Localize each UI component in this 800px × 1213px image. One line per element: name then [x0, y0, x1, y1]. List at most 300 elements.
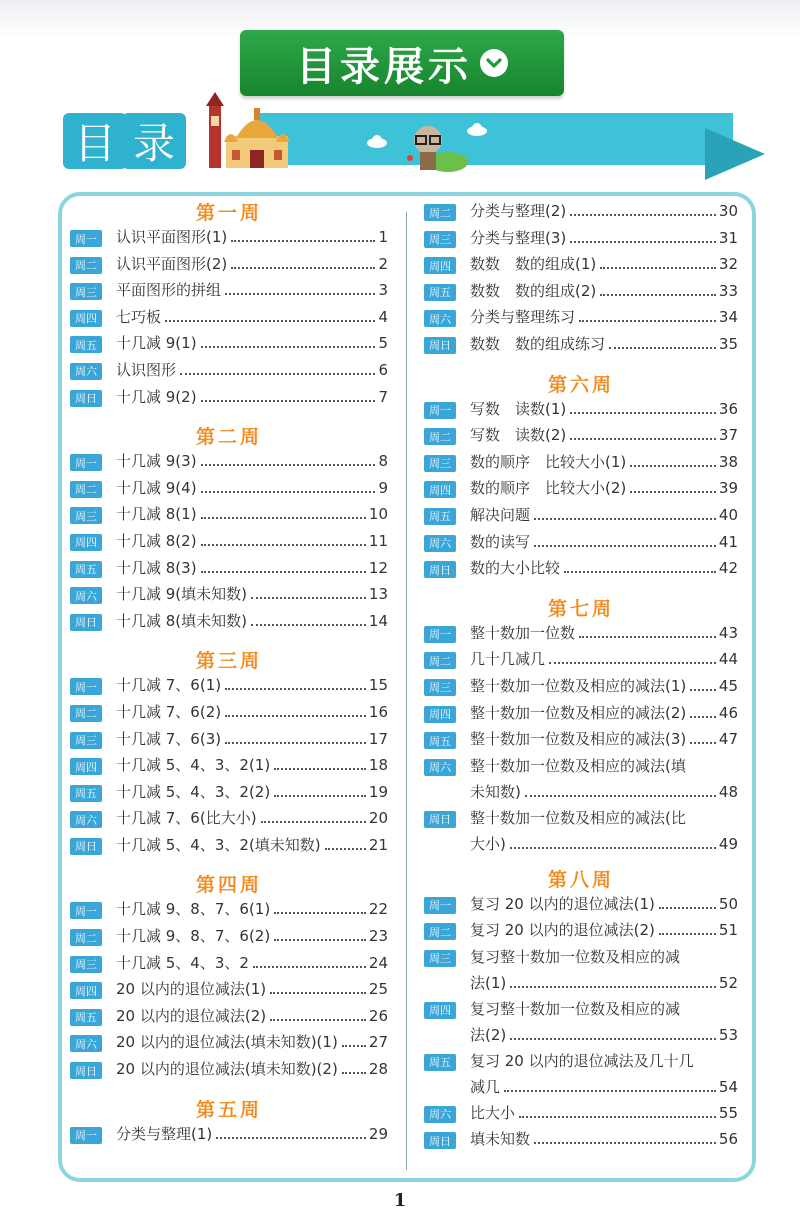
dot-leader	[201, 517, 366, 519]
entry-title: 填未知数	[470, 1130, 531, 1149]
toc-entry-line	[116, 583, 388, 605]
toc-entry-line	[116, 477, 388, 499]
toc-entry-line	[470, 1076, 738, 1098]
dot-leader	[253, 966, 366, 968]
toc-entry[interactable]	[424, 306, 738, 333]
toc-entry-line	[470, 919, 738, 941]
dot-leader	[570, 412, 716, 414]
entry-title: 整十数加一位数及相应的减法(3)	[470, 730, 687, 749]
toc-entry[interactable]	[424, 531, 738, 558]
entry-title: 数的顺序 比较大小(2)	[470, 479, 627, 498]
entry-title: 十几减 5、4、3、2	[116, 953, 249, 972]
toc-entry-line	[116, 386, 388, 408]
dot-leader	[274, 939, 366, 941]
week-heading: 第一周	[195, 202, 262, 224]
dot-leader	[342, 1072, 366, 1074]
entry-title-line1: 复习 20 以内的退位减法及几十几	[470, 1051, 694, 1070]
toc-entry-line	[470, 227, 738, 249]
toc-entry-line	[470, 781, 738, 803]
entry-title: 七巧板	[116, 307, 162, 326]
day-badge: 周六	[70, 811, 102, 828]
entry-page-number: 25	[368, 980, 388, 999]
toc-entry[interactable]	[424, 280, 738, 307]
toc-entry-line	[116, 557, 388, 579]
day-badge: 周三	[424, 679, 456, 696]
day-badge: 周三	[70, 283, 102, 300]
dot-leader	[216, 1137, 366, 1139]
toc-entry-line	[470, 702, 738, 724]
dot-leader	[690, 716, 716, 718]
toc-entry-line	[116, 226, 388, 248]
day-badge: 周四	[424, 481, 456, 498]
entry-page-number: 50	[718, 894, 738, 913]
toc-entry[interactable]	[424, 451, 738, 478]
entry-title: 十几减 7、6(1)	[116, 676, 222, 695]
toc-entry-line	[116, 1005, 388, 1027]
entry-page-number: 10	[368, 505, 388, 524]
castle-illustration	[200, 92, 300, 172]
day-badge: 周六	[70, 1035, 102, 1052]
entry-page-number: 40	[718, 505, 738, 524]
day-badge: 周三	[70, 956, 102, 973]
toc-entry-line	[470, 451, 738, 473]
day-badge: 周五	[424, 508, 456, 525]
toc-entry[interactable]	[424, 728, 738, 755]
page-number: 1	[393, 1190, 407, 1211]
toc-entry[interactable]	[70, 253, 388, 280]
toc-entry-line	[116, 807, 388, 829]
toc-entry-line	[116, 332, 388, 354]
toc-entry[interactable]	[70, 898, 388, 925]
entry-title: 数的顺序 比较大小(1)	[470, 452, 627, 471]
week-heading: 第三周	[195, 650, 262, 673]
toc-entry[interactable]	[70, 386, 388, 413]
entry-title: 十几减 9(填未知数)	[116, 585, 248, 604]
entry-page-number: 46	[718, 703, 738, 722]
entry-title: 十几减 9、8、7、6(1)	[116, 900, 271, 919]
entry-page-number: 9	[378, 478, 388, 497]
entry-page-number: 19	[368, 782, 388, 801]
dot-leader	[570, 214, 716, 216]
entry-title: 20 以内的退位减法(1)	[116, 980, 267, 999]
toc-entry[interactable]	[424, 807, 738, 855]
dot-leader	[504, 1090, 716, 1092]
day-badge: 周四	[70, 982, 102, 999]
toc-entry[interactable]	[424, 755, 738, 803]
toc-entry-line	[470, 424, 738, 446]
entry-page-number: 12	[368, 558, 388, 577]
day-badge: 周四	[70, 758, 102, 775]
entry-page-number: 36	[718, 399, 738, 418]
entry-page-number: 30	[718, 202, 738, 220]
dot-leader	[165, 320, 375, 322]
toc-entry-line	[470, 253, 738, 275]
entry-title: 写数 读数(2)	[470, 426, 567, 445]
entry-page-number: 54	[718, 1077, 738, 1096]
entry-title: 减几	[470, 1077, 501, 1096]
entry-page-number: 43	[718, 623, 738, 642]
day-badge: 周日	[424, 337, 456, 354]
day-badge: 周一	[424, 402, 456, 419]
toc-entry[interactable]	[70, 557, 388, 584]
toc-entry-line	[116, 530, 388, 552]
entry-page-number: 5	[378, 334, 388, 353]
toc-entry-line	[116, 754, 388, 776]
entry-page-number: 7	[378, 387, 388, 406]
toc-entry[interactable]	[70, 610, 388, 637]
entry-title: 十几减 9(1)	[116, 334, 197, 353]
entry-page-number: 1	[378, 228, 388, 246]
toc-entry[interactable]	[70, 306, 388, 333]
day-badge: 周二	[424, 923, 456, 940]
day-badge: 周五	[70, 785, 102, 802]
entry-lines	[470, 755, 738, 803]
dot-leader	[519, 1116, 716, 1118]
toc-entry[interactable]	[424, 919, 738, 946]
day-badge: 周三	[70, 507, 102, 524]
entry-title: 整十数加一位数及相应的减法(2)	[470, 703, 687, 722]
day-badge: 周日	[70, 390, 102, 407]
toc-entry[interactable]	[424, 946, 738, 994]
day-badge: 周一	[70, 454, 102, 471]
toc-entry[interactable]	[424, 998, 738, 1046]
day-badge: 周二	[70, 929, 102, 946]
entry-page-number: 18	[368, 756, 388, 775]
toc-entry[interactable]	[70, 1031, 388, 1058]
entry-title: 认识平面图形(2)	[116, 254, 228, 273]
toc-entry[interactable]	[424, 648, 738, 675]
chevron-down-icon	[480, 49, 508, 77]
week-heading: 第五周	[195, 1098, 262, 1121]
day-badge: 周五	[424, 732, 456, 749]
toc-entry[interactable]	[424, 893, 738, 920]
toc-entry[interactable]	[70, 925, 388, 952]
entry-title: 数数 数的组成练习	[470, 334, 606, 353]
entry-page-number: 34	[718, 308, 738, 327]
toc-entry[interactable]	[424, 1128, 738, 1155]
cloud-icon	[466, 122, 488, 136]
toc-entry[interactable]	[70, 503, 388, 530]
entry-title: 整十数加一位数	[470, 623, 576, 642]
entry-title: 十几减 9(4)	[116, 478, 197, 497]
toc-entry[interactable]	[70, 701, 388, 728]
toc-entry[interactable]	[70, 1123, 388, 1150]
day-badge: 周三	[424, 950, 456, 967]
entry-title-line1: 复习整十数加一位数及相应的减	[470, 947, 681, 966]
toc-entry[interactable]	[424, 557, 738, 584]
toc-entry[interactable]	[70, 834, 388, 861]
entry-page-number: 3	[378, 281, 388, 300]
entry-page-number: 48	[718, 782, 738, 801]
toc-entry-line	[116, 952, 388, 974]
day-badge: 周日	[70, 1062, 102, 1079]
entry-title: 十几减 8(3)	[116, 558, 197, 577]
dot-leader	[525, 795, 716, 797]
dot-leader	[201, 464, 376, 466]
entry-title: 法(1)	[470, 973, 507, 992]
entry-page-number: 24	[368, 953, 388, 972]
dot-leader	[201, 544, 366, 546]
catalog-display-button[interactable]	[240, 30, 564, 96]
toc-entry-line	[116, 978, 388, 1000]
dot-leader	[510, 847, 716, 849]
entry-page-number: 2	[378, 254, 388, 273]
day-badge: 周一	[70, 902, 102, 919]
entry-title: 认识平面图形(1)	[116, 228, 228, 246]
day-badge: 周二	[424, 428, 456, 445]
cartoon-character-icon	[404, 118, 468, 172]
entry-title: 20 以内的退位减法(填未知数)(2)	[116, 1060, 338, 1079]
entry-title: 十几减 7、6(2)	[116, 702, 222, 721]
dot-leader	[325, 848, 366, 850]
toc-entry[interactable]	[70, 530, 388, 557]
toc-entry-line	[116, 503, 388, 525]
day-badge: 周一	[70, 1127, 102, 1144]
day-badge: 周二	[70, 705, 102, 722]
toc-entry[interactable]	[70, 359, 388, 386]
entry-page-number: 29	[368, 1124, 388, 1143]
dot-leader	[534, 1142, 716, 1144]
day-badge: 周三	[70, 732, 102, 749]
toc-entry[interactable]	[424, 398, 738, 425]
toc-entry-line	[470, 1102, 738, 1124]
week-heading: 第六周	[547, 373, 614, 396]
toc-entry[interactable]	[424, 424, 738, 451]
toc-entry[interactable]	[424, 504, 738, 531]
toc-entry[interactable]	[70, 279, 388, 306]
banner-ribbon-tail	[705, 128, 765, 180]
dot-leader	[274, 912, 366, 914]
toc-entry-line	[470, 280, 738, 302]
entry-page-number: 22	[368, 900, 388, 919]
entry-lines	[470, 1050, 738, 1098]
entry-page-number: 28	[368, 1060, 388, 1079]
toc-entry-line	[116, 253, 388, 275]
toc-entry[interactable]	[70, 807, 388, 834]
toc-entry[interactable]	[70, 226, 388, 253]
dot-leader	[534, 545, 716, 547]
entry-page-number: 52	[718, 973, 738, 992]
toc-entry-line	[470, 477, 738, 499]
toc-entry[interactable]	[424, 477, 738, 504]
day-badge: 周五	[424, 284, 456, 301]
entry-title: 十几减 7、6(3)	[116, 729, 222, 748]
dot-leader	[270, 992, 366, 994]
day-badge: 周六	[424, 759, 456, 776]
entry-title: 几十几减几	[470, 650, 546, 669]
toc-entry-line	[470, 557, 738, 579]
dot-leader	[534, 518, 716, 520]
entry-page-number: 44	[718, 650, 738, 669]
dot-leader	[231, 267, 375, 269]
entry-title-line1: 整十数加一位数及相应的减法(比	[470, 808, 686, 827]
entry-page-number: 20	[368, 809, 388, 828]
day-badge: 周四	[70, 310, 102, 327]
entry-title: 十几减 8(1)	[116, 505, 197, 524]
entry-title: 十几减 5、4、3、2(1)	[116, 756, 271, 775]
toc-entry[interactable]	[424, 1102, 738, 1129]
toc-entry-line	[116, 1058, 388, 1080]
toc-entry[interactable]	[70, 674, 388, 701]
toc-entry-line	[116, 781, 388, 803]
dot-leader	[261, 821, 366, 823]
entry-title: 整十数加一位数及相应的减法(1)	[470, 676, 687, 695]
toc-entry[interactable]	[424, 253, 738, 280]
entry-page-number: 51	[718, 921, 738, 940]
day-badge: 周日	[424, 811, 456, 828]
toc-entry[interactable]	[70, 952, 388, 979]
day-badge: 周二	[70, 481, 102, 498]
toc-entry[interactable]	[70, 1058, 388, 1085]
cloud-icon	[366, 134, 388, 148]
dot-leader	[231, 240, 375, 242]
entry-page-number: 8	[378, 452, 388, 471]
toc-entry[interactable]	[70, 477, 388, 504]
entry-title: 20 以内的退位减法(2)	[116, 1006, 267, 1025]
toc-entry-line	[116, 1123, 388, 1145]
toc-entry-line	[470, 200, 738, 222]
toc-entry-line	[470, 504, 738, 526]
entry-page-number: 21	[368, 835, 388, 854]
dot-leader	[225, 293, 375, 295]
day-badge: 周三	[424, 455, 456, 472]
entry-page-number: 6	[378, 360, 388, 379]
dot-leader	[659, 933, 716, 935]
day-badge: 周二	[424, 204, 456, 221]
toc-entry-line	[116, 450, 388, 472]
entry-title: 比大小	[470, 1103, 516, 1122]
entry-page-number: 45	[718, 676, 738, 695]
dot-leader	[630, 491, 716, 493]
toc-left-column	[70, 200, 388, 1149]
day-badge: 周六	[424, 310, 456, 327]
toc-entry-line	[116, 898, 388, 920]
entry-page-number: 35	[718, 334, 738, 353]
toc-entry[interactable]	[424, 702, 738, 729]
entry-title-line1: 整十数加一位数及相应的减法(填	[470, 756, 686, 775]
toc-entry[interactable]	[70, 754, 388, 781]
day-badge: 周六	[424, 1106, 456, 1123]
dot-leader	[600, 294, 716, 296]
dot-leader	[690, 689, 716, 691]
toc-entry-line	[470, 333, 738, 355]
dot-leader	[600, 267, 716, 269]
day-badge: 周三	[424, 231, 456, 248]
dot-leader	[225, 742, 366, 744]
entry-page-number: 11	[368, 531, 388, 550]
entry-title: 数的大小比较	[470, 559, 561, 578]
entry-title: 未知数)	[470, 782, 521, 801]
toc-entry[interactable]	[70, 450, 388, 477]
dot-leader	[570, 438, 716, 440]
toc-entry[interactable]	[70, 781, 388, 808]
toc-entry[interactable]	[70, 728, 388, 755]
entry-title: 十几减 9(3)	[116, 452, 197, 471]
day-badge: 周一	[70, 230, 102, 247]
toc-entry-line	[116, 728, 388, 750]
entry-title: 十几减 9(2)	[116, 387, 197, 406]
toc-entry-line	[470, 675, 738, 697]
toc-entry[interactable]	[70, 332, 388, 359]
dot-leader	[274, 795, 366, 797]
entry-title: 平面图形的拼组	[116, 281, 222, 300]
entry-title: 十几减 9、8、7、6(2)	[116, 927, 271, 946]
toc-entry-line	[470, 398, 738, 420]
toc-entry-line	[470, 833, 738, 855]
toc-entry[interactable]	[424, 200, 738, 227]
entry-page-number: 33	[718, 281, 738, 300]
entry-title: 数数 数的组成(2)	[470, 281, 597, 300]
dot-leader	[201, 491, 376, 493]
header-banner	[255, 113, 733, 165]
entry-title: 十几减 5、4、3、2(填未知数)	[116, 835, 321, 854]
dot-leader	[251, 597, 366, 599]
entry-title: 十几减 8(填未知数)	[116, 611, 248, 630]
dot-leader	[180, 373, 375, 375]
entry-title: 十几减 8(2)	[116, 531, 197, 550]
toc-entry-line	[116, 279, 388, 301]
day-badge: 周二	[424, 652, 456, 669]
entry-title: 分类与整理(3)	[470, 228, 567, 247]
toc-entry[interactable]	[70, 978, 388, 1005]
dot-leader	[549, 662, 716, 664]
entry-page-number: 39	[718, 479, 738, 498]
toc-entry-line	[470, 728, 738, 750]
day-badge: 周六	[424, 535, 456, 552]
day-badge: 周五	[70, 1009, 102, 1026]
entry-page-number: 15	[368, 676, 388, 695]
day-badge: 周一	[424, 897, 456, 914]
toc-entry[interactable]	[70, 1005, 388, 1032]
day-badge: 周日	[424, 1132, 456, 1149]
dot-leader	[579, 320, 716, 322]
toc-entry[interactable]	[424, 622, 738, 649]
toc-entry[interactable]	[424, 675, 738, 702]
dot-leader	[270, 1019, 366, 1021]
entry-title-line1: 复习整十数加一位数及相应的减	[470, 999, 681, 1018]
day-badge: 周五	[424, 1054, 456, 1071]
toc-entry[interactable]	[70, 583, 388, 610]
entry-page-number: 13	[368, 585, 388, 604]
entry-title: 复习 20 以内的退位减法(2)	[470, 921, 655, 940]
day-badge: 周二	[70, 257, 102, 274]
entry-title: 分类与整理练习	[470, 308, 576, 327]
toc-entry[interactable]	[424, 1050, 738, 1098]
day-badge: 周一	[424, 626, 456, 643]
toc-entry[interactable]	[424, 227, 738, 254]
entry-title: 大小)	[470, 834, 506, 853]
toc-entry[interactable]	[424, 333, 738, 360]
toc-entry-line	[116, 701, 388, 723]
entry-page-number: 16	[368, 702, 388, 721]
entry-page-number: 38	[718, 452, 738, 471]
dot-leader	[609, 347, 716, 349]
day-badge: 周六	[70, 587, 102, 604]
day-badge: 周一	[70, 678, 102, 695]
title-tile-mu: 目	[63, 113, 127, 169]
entry-page-number: 49	[718, 834, 738, 853]
dot-leader	[630, 465, 716, 467]
entry-title: 复习 20 以内的退位减法(1)	[470, 894, 655, 913]
dot-leader	[201, 571, 366, 573]
dot-leader	[579, 636, 716, 638]
day-badge: 周五	[70, 561, 102, 578]
day-badge: 周日	[70, 614, 102, 631]
day-badge: 周五	[70, 336, 102, 353]
entry-page-number: 47	[718, 730, 738, 749]
entry-page-number: 23	[368, 927, 388, 946]
entry-page-number: 27	[368, 1033, 388, 1052]
